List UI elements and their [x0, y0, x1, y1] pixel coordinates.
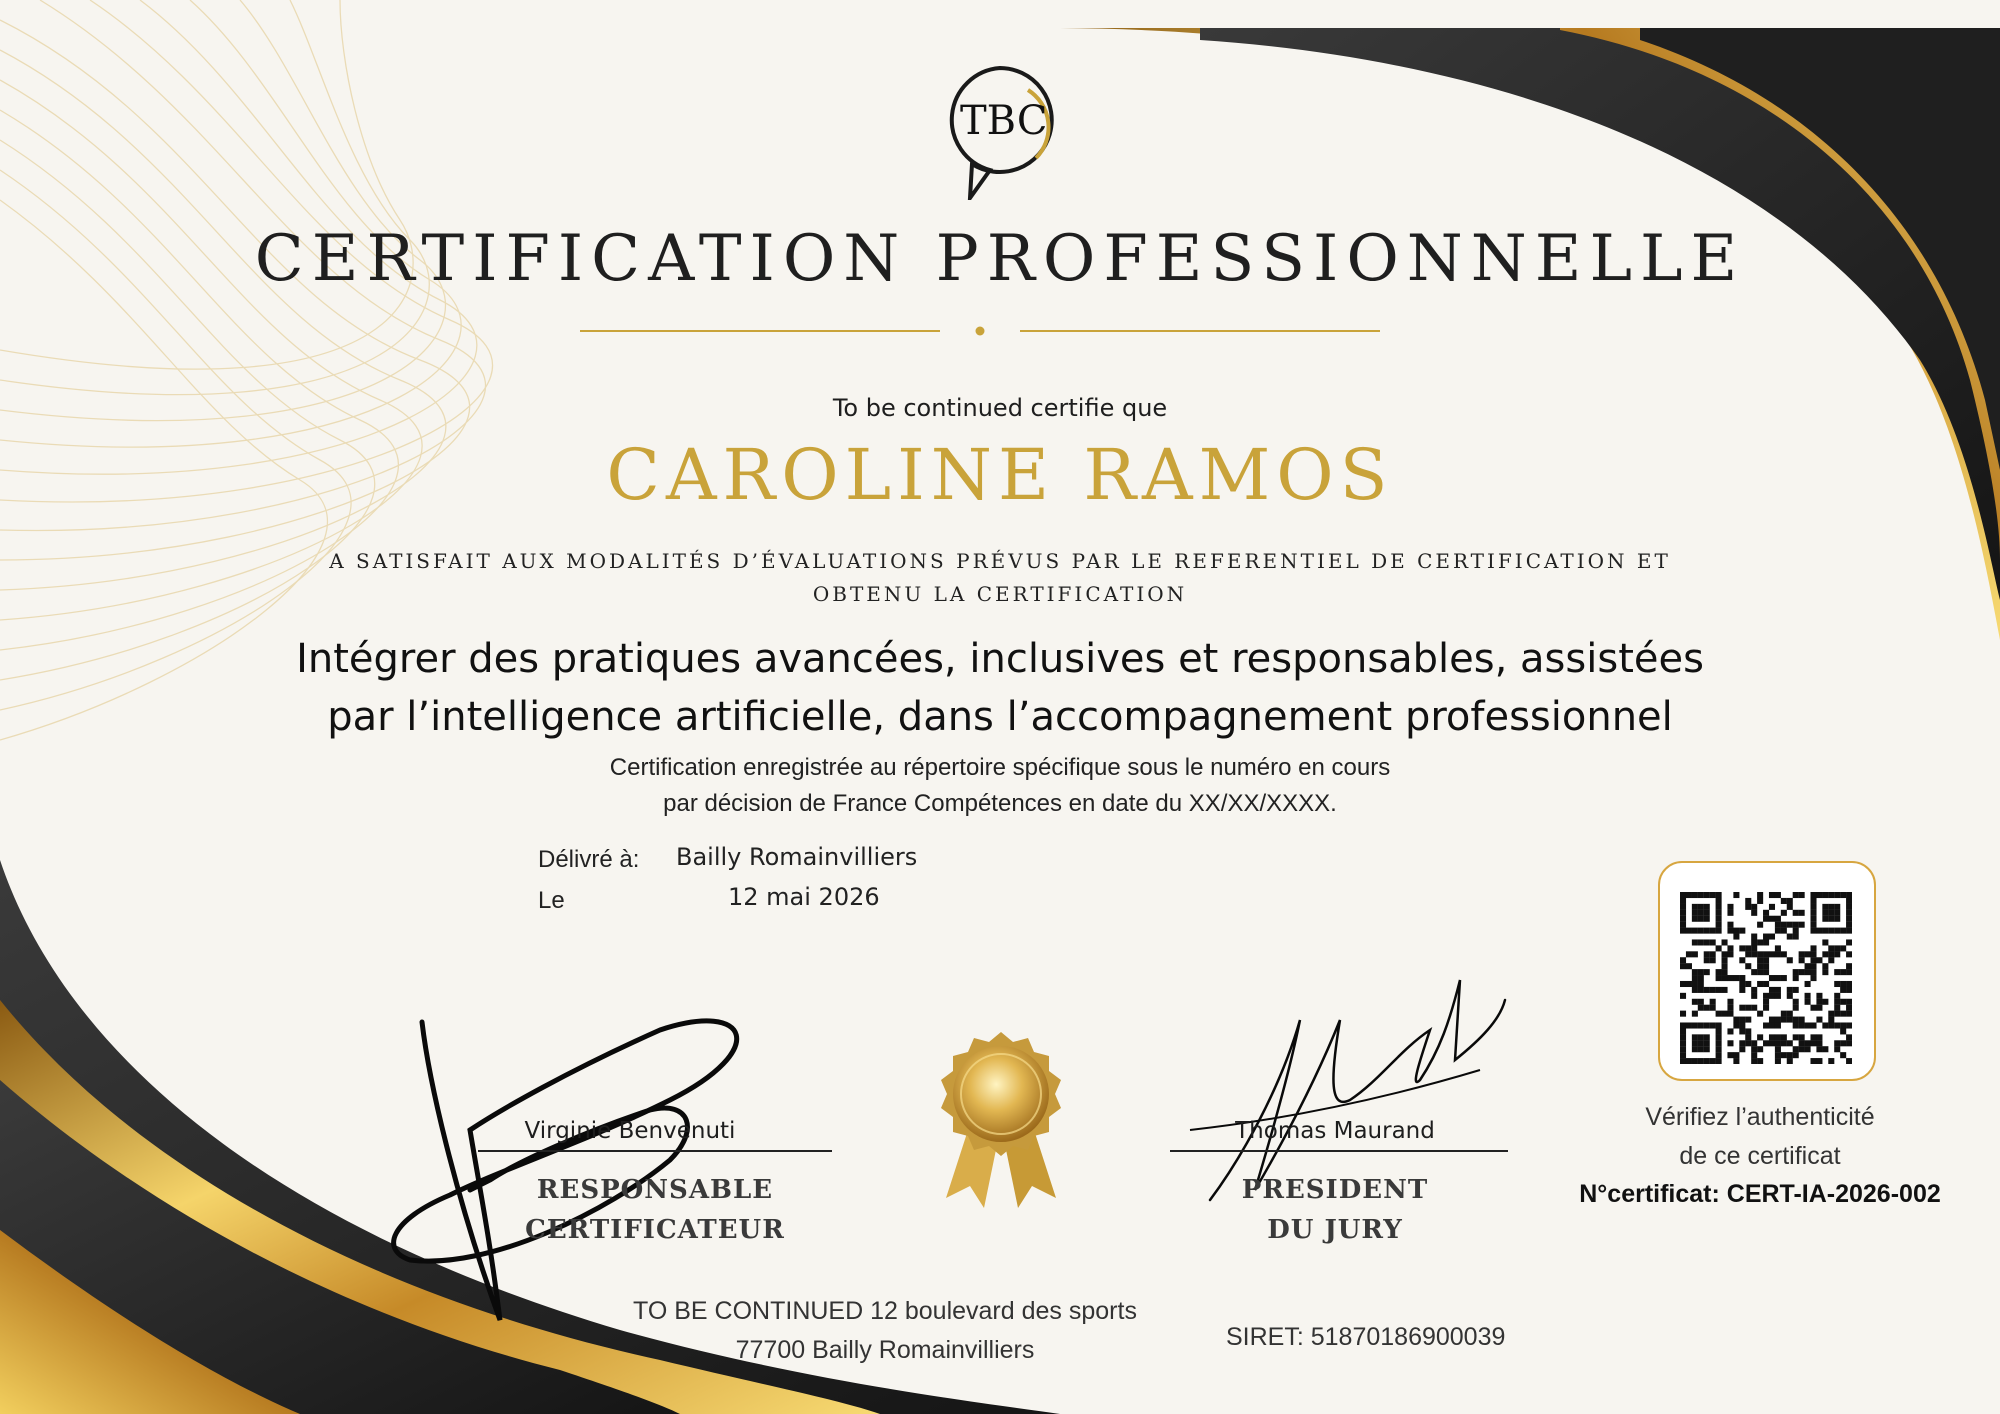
delivered-label: Délivré à:: [538, 846, 640, 873]
date-label: Le: [538, 887, 565, 914]
registration-line2: par décision de France Compétences en date du XX/XX/XXXX.: [663, 790, 1337, 817]
verification-text: [1560, 1098, 1960, 1176]
logo: [940, 60, 1060, 200]
signatory-2-name: Thomas Maurand: [1235, 1118, 1435, 1144]
footer-address: [560, 1292, 1210, 1370]
registration-line1: Certification enregistrée au répertoire spécifique sous le numéro en cours: [609, 754, 1391, 781]
delivery-place: Bailly Romainvilliers: [676, 843, 918, 871]
signatory-1-role-line2: CERTIFICATEUR: [525, 1215, 785, 1245]
certification-title-line2: par l’intelligence artificielle, dans l’accompagnement professionnel: [327, 694, 1673, 740]
signatory-1-role-line1: RESPONSABLE: [536, 1175, 774, 1205]
qr-code-icon[interactable]: [1680, 892, 1852, 1064]
certificate-title: CERTIFICATION PROFESSIONNELLE: [254, 222, 1746, 296]
signatory-2-role-line2: DU JURY: [1267, 1215, 1403, 1245]
recipient-name: CAROLINE RAMOS: [606, 434, 1394, 516]
signatory-2-role: [1200, 1170, 1470, 1250]
signature-line-2: [1170, 1150, 1508, 1152]
delivery-date: 12 mai 2026: [728, 883, 880, 911]
gold-seal-icon: [928, 1030, 1074, 1210]
signature-line-1: [478, 1150, 832, 1152]
wave-lines-decoration: [0, 0, 493, 740]
title-divider: [580, 318, 1380, 346]
footer-address-line1: TO BE CONTINUED 12 boulevard des sports: [633, 1297, 1137, 1325]
registration-notice: [400, 750, 1600, 822]
certification-title-line1: Intégrer des pratiques avancées, inclusives et responsables, assistées: [296, 636, 1704, 682]
footer-address-line2: 77700 Bailly Romainvilliers: [735, 1336, 1035, 1364]
signatory-1-name: Virginie Benvenuti: [524, 1118, 736, 1144]
signatory-2-role-line1: PRESIDENT: [1241, 1175, 1429, 1205]
assessment-statement: A SATISFAIT AUX MODALITÉS D’ÉVALUATIONS PRÉVUS PAR LE REFERENTIEL DE CERTIFICATION ET OBTENU LA CERTIFICATION: [329, 549, 1671, 606]
verification-line1: Vérifiez l’authenticité: [1645, 1103, 1875, 1131]
footer-siret: SIRET: 51870186900039: [1226, 1323, 1506, 1351]
issuer-certifies-text: To be continued certifie que: [832, 394, 1168, 422]
certification-title: [240, 630, 1760, 746]
verification-line2: de ce certificat: [1679, 1142, 1841, 1170]
certificate-number: N°certificat: CERT-IA-2026-002: [1579, 1180, 1941, 1208]
signatory-1-role: [500, 1170, 810, 1250]
logo-text: TBC: [960, 98, 1048, 144]
